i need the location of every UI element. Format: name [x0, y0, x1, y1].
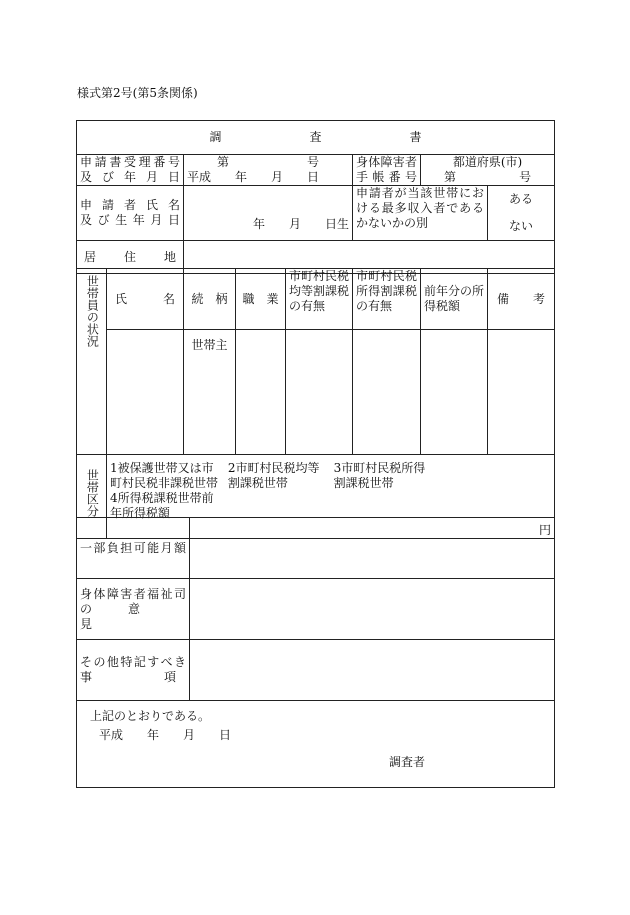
declaration-statement: 上記のとおりである。 — [90, 709, 211, 723]
remarks-table — [76, 517, 555, 788]
member-occupation-cell[interactable] — [236, 330, 286, 455]
handbook-number-field[interactable]: 都道府県(市) 第 号 — [421, 155, 555, 186]
member-income-tax-cell[interactable] — [353, 330, 421, 455]
member-previous-tax-cell[interactable] — [421, 330, 488, 455]
classification-side-label: 世帯区分 — [77, 455, 107, 539]
applicant-name-label: 申請者氏名 及び生年月日 — [77, 186, 184, 241]
declaration-block — [77, 701, 555, 788]
classification-option-2[interactable]: 2市町村民税均等割課税世帯 — [227, 461, 320, 490]
col-remarks-header: 備 考 — [488, 269, 555, 330]
classification-option-1[interactable]: 1被保護世帯又は市町村民税非課税世帯 — [110, 461, 219, 490]
col-equal-tax-header: 市町村民税均等割課税の有無 — [286, 269, 353, 330]
partial-burden-label: 一部負担可能月額 — [77, 518, 190, 579]
welfare-officer-opinion-field[interactable] — [190, 579, 555, 640]
partial-burden-field[interactable] — [190, 518, 555, 579]
col-relation-header: 続 柄 — [184, 269, 236, 330]
household-side-label: 世帯員の状況 — [77, 269, 107, 455]
application-number-label: 申請書受理番号 及び年月日 — [77, 155, 184, 186]
classification-option-3[interactable]: 3市町村民税所得割課税世帯 — [333, 461, 426, 490]
member-relation-cell[interactable]: 世帯主 — [184, 330, 236, 455]
yen-unit: 円 — [538, 523, 551, 537]
member-name-cell[interactable] — [107, 330, 184, 455]
handbook-number-label: 身体障害者 手帳番号 — [353, 155, 421, 186]
welfare-officer-opinion-label: 身体障害者福祉司 の 意 見 — [77, 579, 190, 640]
member-remarks-cell[interactable] — [488, 330, 555, 455]
special-notes-field[interactable] — [190, 640, 555, 701]
classification-option-4[interactable]: 4所得税課税世帯前年所得税額 — [110, 491, 214, 520]
household-table — [76, 268, 555, 539]
main-earner-question: 申請者が当該世帯における最多収入者であるかないかの別 — [353, 186, 488, 241]
address-label: 居住地 — [77, 241, 184, 274]
main-earner-choice[interactable]: ある ない — [488, 186, 555, 241]
form-title: 調 査 書 — [77, 121, 555, 155]
applicant-name-field[interactable]: 年 月 日生 — [184, 186, 353, 241]
special-notes-label: その他特記すべき 事 項 — [77, 640, 190, 701]
member-equal-tax-cell[interactable] — [286, 330, 353, 455]
col-name-header: 氏 名 — [107, 269, 184, 330]
col-previous-tax-header: 前年分の所得税額 — [421, 269, 488, 330]
form-number-label: 様式第2号(第5条関係) — [77, 86, 198, 100]
declaration-date[interactable]: 平成 年 月 日 — [99, 728, 232, 742]
col-occupation-header: 職 業 — [236, 269, 286, 330]
col-income-tax-header: 市町村民税所得割課税の有無 — [353, 269, 421, 330]
investigator-label: 調査者 — [389, 755, 426, 769]
investigation-form — [76, 120, 555, 274]
application-number-field[interactable]: 第 号 平成 年 月 日 — [184, 155, 353, 186]
